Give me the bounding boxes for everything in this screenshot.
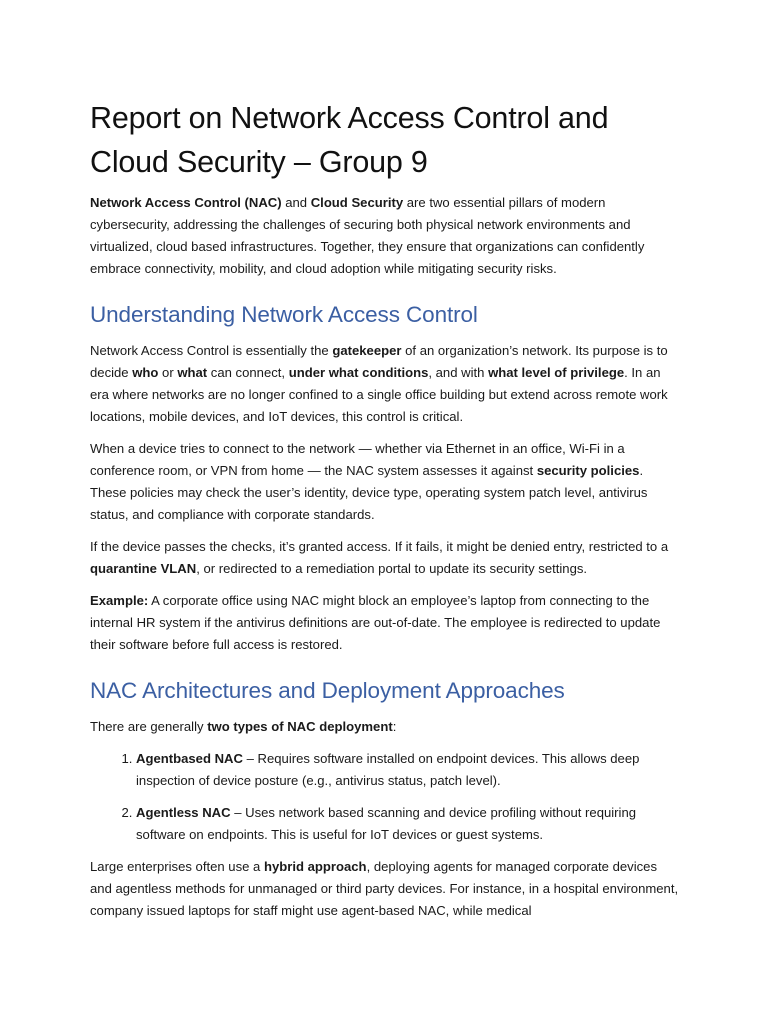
deployment-intro-paragraph	[90, 716, 682, 738]
section-heading-architectures: NAC Architectures and Deployment Approaches	[90, 678, 565, 703]
paragraph-text: can connect,	[207, 365, 289, 380]
paragraph-text: and	[281, 195, 311, 210]
paragraph-text: Large enterprises often use a	[90, 859, 264, 874]
intro-paragraph	[90, 192, 682, 280]
paragraph-text: If the device passes the checks, it’s granted access. If it fails, it might be denied entry, restricted to a	[90, 539, 669, 554]
paragraph-text: of an organization’s network. Its purpose is to decide	[90, 343, 668, 380]
paragraph-text: or	[158, 365, 178, 380]
nac-connection-paragraph	[90, 438, 682, 526]
paragraph-text: Network Access Control is essentially the	[90, 343, 333, 358]
bold-term: security policies	[536, 463, 640, 478]
bold-term: Cloud Security	[310, 195, 404, 210]
bold-term: Agentbased NAC	[136, 751, 243, 766]
paragraph-text: , or redirected to a remediation portal to update its security settings.	[196, 561, 588, 576]
report-title: Report on Network Access Control and Cloud Security – Group 9	[90, 101, 609, 179]
bold-term: gatekeeper	[332, 343, 402, 358]
bold-term: Agentless NAC	[136, 805, 231, 820]
list-item-agentbased	[136, 748, 682, 792]
list-item-text: – Requires software installed on endpoint devices. This allows deep inspection of device posture (e.g., antivirus status, patch level).	[136, 751, 640, 788]
bold-term: who	[132, 365, 159, 380]
paragraph-text: , deploying agents for managed corporate devices and agentless methods for unmanaged or third party devices. For instance, in a hospital environment, company issued laptops for staff might use agent-based NAC, while medical	[90, 859, 679, 918]
paragraph-text: . These policies may check the user’s identity, device type, operating system patch level, antivirus status, and compliance with corporate standards.	[90, 463, 648, 522]
paragraph-text: :	[392, 719, 397, 734]
list-item-agentless	[136, 802, 682, 846]
document-body	[90, 96, 682, 922]
bold-term: Network Access Control (NAC)	[90, 195, 282, 210]
bold-term: two types of NAC deployment	[207, 719, 393, 734]
paragraph-text: There are generally	[90, 719, 208, 734]
nac-checks-paragraph	[90, 536, 682, 580]
bold-term: hybrid approach	[263, 859, 367, 874]
paragraph-text: A corporate office using NAC might block an employee’s laptop from connecting to the internal HR system if the antivirus definitions are out-of-date. The employee is redirected to update their software before full access is restored.	[90, 593, 661, 652]
bold-term: under what conditions	[288, 365, 429, 380]
paragraph-text: are two essential pillars of modern cybersecurity, addressing the challenges of securing both physical network environments and virtualized, cloud based infrastructures. Together, they ensure that organizations can confidently embrace connectivity, mobility, and cloud adoption while mitigating security risks.	[90, 195, 645, 276]
hybrid-approach-paragraph	[90, 856, 682, 922]
bold-term: what	[177, 365, 208, 380]
bold-term: what level of privilege	[488, 365, 625, 380]
nac-example-paragraph	[90, 590, 682, 656]
list-item-text: – Uses network based scanning and device profiling without requiring software on endpoints. This is useful for IoT devices or guest systems.	[136, 805, 637, 842]
section-heading-nac: Understanding Network Access Control	[90, 302, 478, 327]
paragraph-text: . In an era where networks are no longer confined to a single office building but extend across remote work locations, mobile devices, and IoT devices, this control is critical.	[90, 365, 668, 424]
paragraph-text: , and with	[428, 365, 489, 380]
paragraph-text: When a device tries to connect to the network — whether via Ethernet in an office, Wi-Fi in a conference room, or VPN from home — the NAC system assesses it against	[90, 441, 625, 478]
bold-term: Example:	[90, 593, 149, 608]
nac-gatekeeper-paragraph	[90, 340, 682, 428]
bold-term: quarantine VLAN	[90, 561, 197, 576]
deployment-types-list	[90, 748, 682, 846]
